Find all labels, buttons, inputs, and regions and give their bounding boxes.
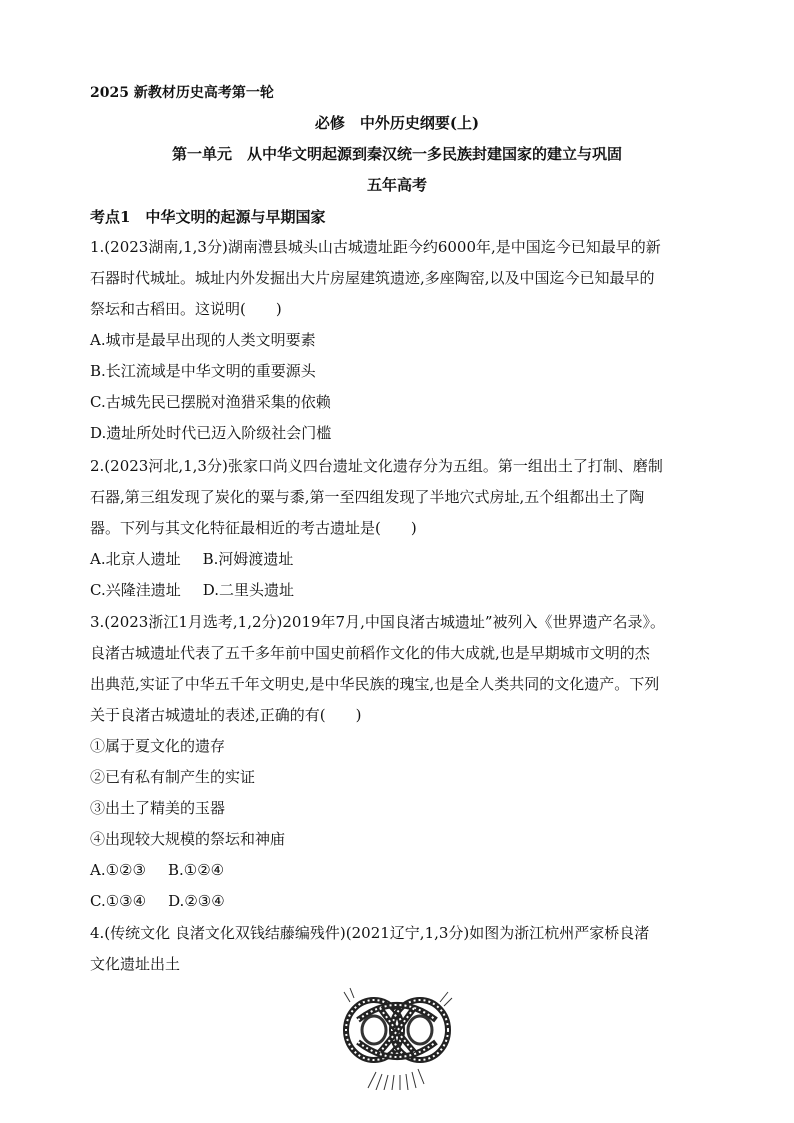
question-3-item: ④出现较大规模的祭坛和神庙 <box>90 830 286 848</box>
question-1-line: 1.(2023湖南,1,3分)湖南澧县城头山古城遗址距今约6000年,是中国迄今已知最早的新 <box>90 238 661 256</box>
section-title: 五年高考 <box>366 176 427 194</box>
question-3-option-b: B.①②④ <box>167 861 225 879</box>
knot-weaving-figure <box>338 980 456 1090</box>
question-2-options-row <box>90 544 730 575</box>
question-1-line: 祭坛和古稻田。这说明( ) <box>90 300 282 318</box>
question-2-option-a: A.北京人遗址 <box>90 550 181 568</box>
question-1-option-b: B.长江流域是中华文明的重要源头 <box>90 362 316 380</box>
question-3-options-row <box>90 886 730 917</box>
question-3-options-row <box>90 855 730 886</box>
question-3-line: 关于良渚古城遗址的表述,正确的有( ) <box>90 706 362 724</box>
question-1-option-c: C.古城先民已摆脱对渔猎采集的依赖 <box>90 393 331 411</box>
question-3-option-c: C.①③④ <box>90 892 147 910</box>
question-2-line: 器。下列与其文化特征最相近的考古遗址是( ) <box>90 519 417 537</box>
volume-title: 必修 中外历史纲要(上) <box>314 114 480 132</box>
question-2-line: 2.(2023河北,1,3分)张家口尚义四台遗址文化遗存分为五组。第一组出土了打制、磨制 <box>90 457 663 475</box>
question-3-line: 出典范,实证了中华五千年文明史,是中华民族的瑰宝,也是全人类共同的文化遗产。下列 <box>90 675 660 693</box>
question-3-item: ①属于夏文化的遗存 <box>90 737 226 755</box>
question-4 <box>90 918 730 980</box>
question-2 <box>90 451 730 606</box>
question-3 <box>90 607 730 917</box>
question-2-options-row <box>90 575 730 606</box>
question-2-line: 石器,第三组发现了炭化的粟与黍,第一至四组发现了半地穴式房址,五个组都出土了陶 <box>90 488 645 506</box>
question-2-option-c: C.兴隆洼遗址 <box>90 581 181 599</box>
question-1-line: 石器时代城址。城址内外发掘出大片房屋建筑遗迹,多座陶窑,以及中国迄今已知最早的 <box>90 269 655 287</box>
question-3-option-d: D.②③④ <box>168 892 225 910</box>
question-4-line: 4.(传统文化 良渚文化双钱结藤编残件)(2021辽宁,1,3分)如图为浙江杭州严家桥良渚 <box>90 924 650 942</box>
question-3-line: 3.(2023浙江1月选考,1,2分)2019年7月,中国良渚古城遗址”被列入《世界遗产名录》。 <box>90 613 666 631</box>
question-1 <box>90 232 730 449</box>
question-3-item: ②已有私有制产生的实证 <box>90 768 256 786</box>
question-2-option-d: D.二里头遗址 <box>202 581 294 599</box>
question-3-line: 良渚古城遗址代表了五千多年前中国史前稻作文化的伟大成就,也是早期城市文明的杰 <box>90 644 650 662</box>
question-3-item: ③出土了精美的玉器 <box>90 799 226 817</box>
unit-title: 第一单元 从中华文明起源到秦汉统一多民族封建国家的建立与巩固 <box>171 145 622 163</box>
exam-point-title: 考点1 中华文明的起源与早期国家 <box>90 208 326 226</box>
question-1-option-d: D.遗址所处时代已迈入阶级社会门槛 <box>90 424 332 442</box>
question-2-option-b: B.河姆渡遗址 <box>202 550 294 568</box>
question-4-line: 文化遗址出土 <box>90 955 181 973</box>
series-title: 2025 新教材历史高考第一轮 <box>90 85 274 101</box>
question-3-option-a: A.①②③ <box>90 861 146 879</box>
question-1-option-a: A.城市是最早出现的人类文明要素 <box>90 331 316 349</box>
